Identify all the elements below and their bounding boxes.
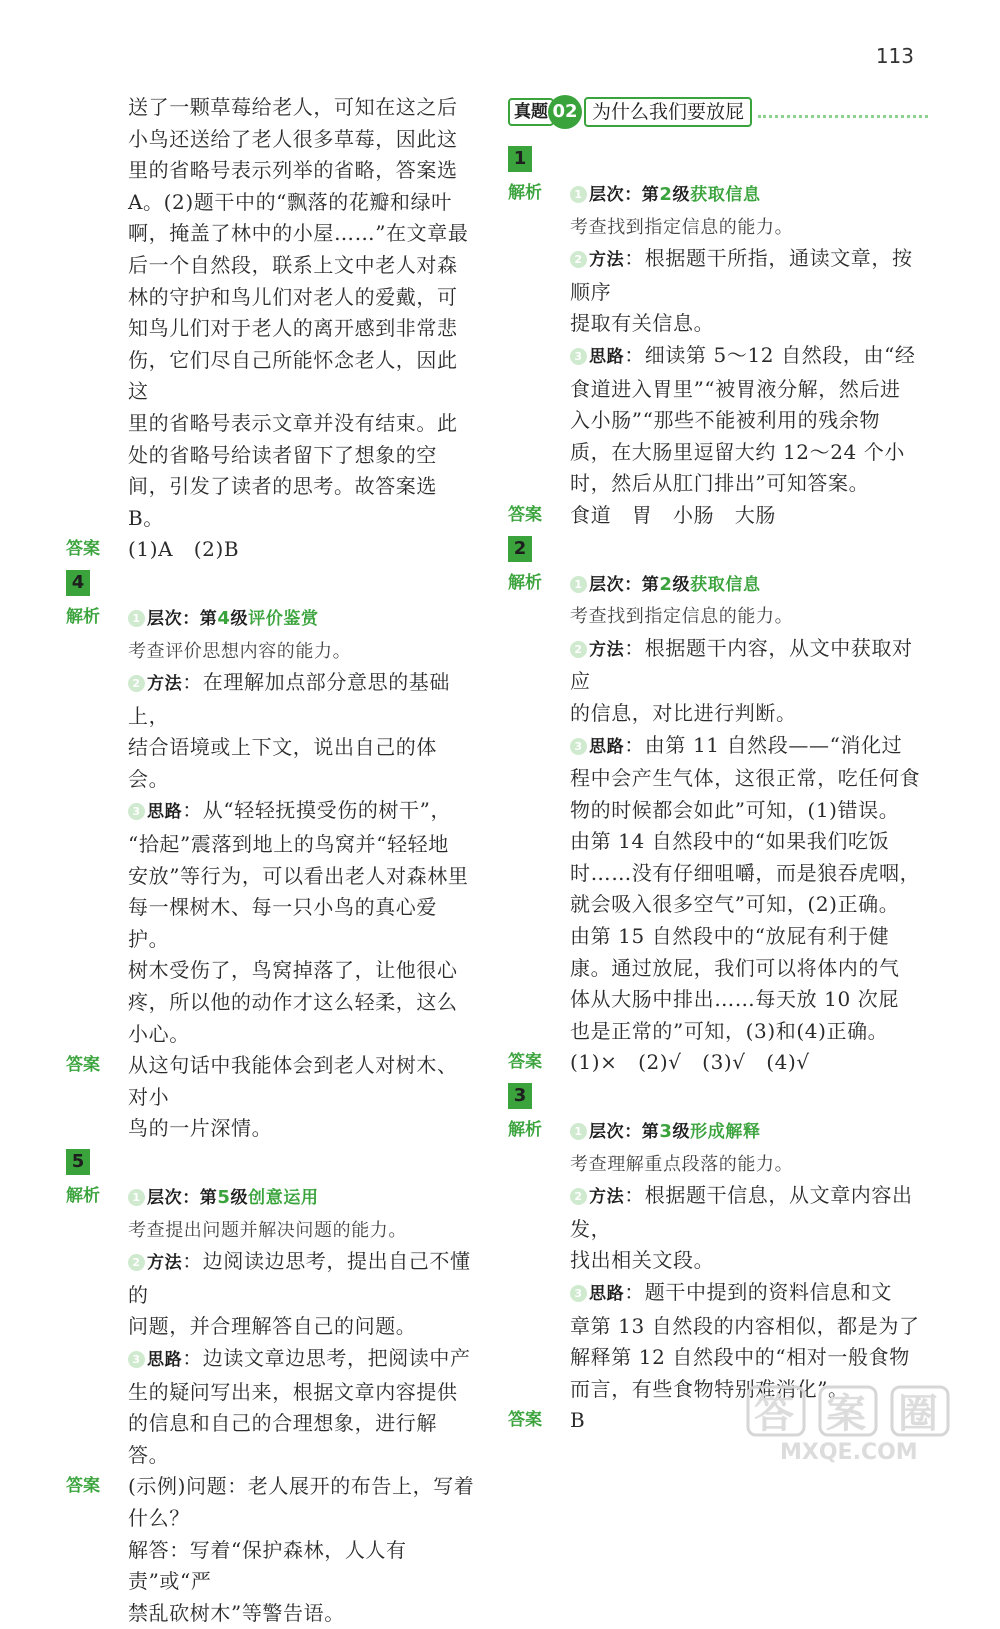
prev-answer bbox=[66, 534, 478, 566]
level-prefix: ：第 bbox=[182, 608, 218, 629]
idea-label: 思路 bbox=[589, 736, 625, 757]
analysis-label: 解析 bbox=[508, 1120, 542, 1141]
idea-text: 就会吸入很多空气”可知，(2)正确。 bbox=[570, 892, 900, 917]
answer-text: 从这句话中我能体会到老人对树木、对小 bbox=[128, 1053, 458, 1109]
answer-text: 食道 胃 小肠 大肠 bbox=[570, 502, 776, 527]
text-line: 里的省略号表示文章并没有结束。此 bbox=[128, 410, 458, 435]
idea-text: ：由第 11 自然段——“消化过 bbox=[624, 732, 903, 757]
idea-text: 章第 13 自然段的内容相似，都是为了 bbox=[570, 1313, 920, 1338]
idea-text: 体从大肠中排出……每天放 10 次屁 bbox=[570, 987, 899, 1012]
idea-text: 康。通过放屁，我们可以将体内的气 bbox=[570, 955, 900, 980]
watermark-glyph-2: 案 bbox=[826, 1391, 866, 1437]
circled-one-icon: 1 bbox=[570, 1123, 587, 1140]
level-suffix: 级 bbox=[230, 608, 249, 629]
idea-text: 疼，所以他的动作才这么轻柔，这么 bbox=[128, 990, 458, 1015]
level-label: 层次 bbox=[147, 1188, 183, 1208]
idea-label: 思路 bbox=[147, 1349, 183, 1370]
answer-label: 答案 bbox=[66, 1476, 100, 1497]
question-number-badge: 1 bbox=[508, 146, 532, 172]
text-line: 间，引发了读者的思考。故答案选 B。 bbox=[128, 474, 437, 530]
level-suffix: 级 bbox=[230, 1188, 249, 1208]
question-5 bbox=[66, 1145, 478, 1629]
level-label: 层次 bbox=[589, 1122, 625, 1143]
question-4 bbox=[66, 566, 478, 1145]
circled-one-icon: 1 bbox=[128, 1189, 145, 1206]
method-text: ：根据题干信息，从文章内容出发， bbox=[570, 1183, 913, 1241]
circled-three-icon: 3 bbox=[128, 1351, 145, 1368]
page-number: 113 bbox=[875, 44, 914, 68]
idea-text: 质，在大肠里逗留大约 12～24 个小 bbox=[570, 439, 906, 464]
text-line: 林的守护和鸟儿们对老人的爱戴，可 bbox=[128, 284, 458, 309]
text-line: A。(2)题干中的“飘落的花瓣和绿叶 bbox=[128, 189, 452, 214]
answer-text: 鸟的一片深情。 bbox=[128, 1116, 273, 1141]
level-skill: 获取信息 bbox=[690, 574, 761, 595]
prev-analysis-continuation bbox=[66, 92, 478, 534]
method-text: ：边阅读边思考，提出自己不懂的 bbox=[128, 1249, 471, 1307]
circled-one-icon: 1 bbox=[570, 576, 587, 593]
level-suffix: 级 bbox=[672, 574, 691, 595]
question-2 bbox=[508, 532, 928, 1080]
idea-text: 时，然后从肛门排出”可知答案。 bbox=[570, 471, 870, 496]
text-line: 里的省略号表示列举的省略，答案选 bbox=[128, 158, 458, 183]
level-desc: 考查理解重点段落的能力。 bbox=[570, 1153, 794, 1175]
circled-two-icon: 2 bbox=[570, 641, 587, 658]
answer-label: 答案 bbox=[66, 1055, 100, 1076]
idea-text: ：细读第 5～12 自然段，由“经 bbox=[624, 342, 916, 367]
idea-label: 思路 bbox=[147, 802, 183, 823]
level-skill: 创意运用 bbox=[248, 1188, 319, 1208]
right-column bbox=[508, 92, 928, 1437]
idea-text: 食道进入胃里”“被胃液分解，然后进 bbox=[570, 376, 901, 401]
answer-label: 答案 bbox=[66, 539, 100, 560]
level-number: 5 bbox=[217, 1187, 231, 1208]
text-line: 小鸟还送给了老人很多草莓，因此这 bbox=[128, 126, 458, 151]
level-desc: 考查找到指定信息的能力。 bbox=[570, 216, 794, 238]
method-text: 结合语境或上下文，说出自己的体会。 bbox=[128, 735, 437, 791]
section-title-bar bbox=[508, 92, 928, 132]
circled-three-icon: 3 bbox=[570, 1285, 587, 1302]
level-prefix: ：第 bbox=[624, 1122, 660, 1143]
level-skill: 形成解释 bbox=[690, 1122, 761, 1143]
idea-text: 生的疑问写出来，根据文章内容提供 bbox=[128, 1379, 458, 1404]
answer-text: 什么？ bbox=[128, 1505, 190, 1530]
idea-text: 也是正常的”可知，(3)和(4)正确。 bbox=[570, 1018, 889, 1043]
idea-text: 时……没有仔细咀嚼，而是狼吞虎咽， bbox=[570, 860, 921, 885]
method-text: 的信息，对比进行判断。 bbox=[570, 700, 797, 725]
analysis-label: 解析 bbox=[508, 183, 542, 203]
method-text: ：根据题干内容，从文中获取对应 bbox=[570, 635, 913, 694]
level-number: 4 bbox=[217, 607, 231, 629]
level-desc: 考查提出问题并解决问题的能力。 bbox=[128, 1219, 407, 1241]
idea-text: 由第 14 自然段中的“如果我们吃饭 bbox=[570, 829, 890, 854]
idea-text: 的信息和自己的合理想象，进行解答。 bbox=[128, 1411, 437, 1467]
method-label: 方法 bbox=[589, 250, 625, 271]
method-label: 方法 bbox=[589, 1187, 625, 1208]
idea-text: 入小肠”“那些不能被利用的残余物 bbox=[570, 408, 881, 433]
circled-two-icon: 2 bbox=[128, 675, 145, 692]
text-line: 处的省略号给读者留下了想象的空 bbox=[128, 442, 437, 467]
circled-two-icon: 2 bbox=[128, 1254, 145, 1271]
text-line: 知鸟儿们对于老人的离开感到非常悲 bbox=[128, 316, 458, 341]
level-prefix: ：第 bbox=[624, 185, 660, 205]
idea-label: 思路 bbox=[589, 1284, 625, 1304]
text-line: 后一个自然段，联系上文中老人对森 bbox=[128, 252, 458, 277]
answer-text: B bbox=[570, 1408, 586, 1433]
circled-two-icon: 2 bbox=[570, 251, 587, 268]
level-desc: 考查找到指定信息的能力。 bbox=[570, 606, 794, 628]
level-number: 3 bbox=[659, 1121, 673, 1143]
circled-two-icon: 2 bbox=[570, 1188, 587, 1205]
section-title-number: 02 bbox=[548, 95, 582, 129]
idea-label: 思路 bbox=[589, 346, 625, 367]
answer-label: 答案 bbox=[508, 504, 542, 525]
question-number-badge: 4 bbox=[66, 570, 90, 596]
level-suffix: 级 bbox=[672, 185, 691, 205]
text-line: 伤，它们尽自己所能怀念老人，因此这 bbox=[128, 347, 458, 404]
method-text: ：在理解加点部分意思的基础上， bbox=[128, 670, 451, 728]
circled-three-icon: 3 bbox=[570, 738, 587, 755]
level-suffix: 级 bbox=[672, 1122, 691, 1143]
level-label: 层次 bbox=[589, 574, 625, 595]
question-number-badge: 2 bbox=[508, 536, 532, 562]
circled-one-icon: 1 bbox=[570, 186, 587, 203]
idea-text: 树木受伤了，鸟窝掉落了，让他很心 bbox=[128, 958, 458, 983]
circled-one-icon: 1 bbox=[128, 610, 145, 627]
analysis-label: 解析 bbox=[66, 1186, 100, 1206]
answer-text: (1)A (2)B bbox=[128, 537, 240, 562]
answer-label: 答案 bbox=[508, 1052, 542, 1073]
answer-text: (1)× (2)√ (3)√ (4)√ bbox=[570, 1050, 810, 1075]
answer-label: 答案 bbox=[508, 1410, 542, 1431]
level-label: 层次 bbox=[589, 185, 625, 205]
idea-text: 物的时候都会如此”可知，(1)错误。 bbox=[570, 797, 900, 822]
method-label: 方法 bbox=[147, 1253, 183, 1274]
method-text: 问题，并合理解答自己的问题。 bbox=[128, 1314, 417, 1339]
idea-text: 程中会产生气体，这很正常，吃任何食 bbox=[570, 766, 921, 791]
answer-text: 禁乱砍树木”等警告语。 bbox=[128, 1600, 345, 1625]
level-prefix: ：第 bbox=[182, 1188, 218, 1208]
idea-text: “拾起”震落到地上的鸟窝并“轻轻地 bbox=[128, 832, 449, 857]
circled-three-icon: 3 bbox=[128, 803, 145, 820]
watermark-site: MXQE.COM bbox=[780, 1440, 918, 1463]
answer-text: (示例)问题：老人展开的布告上，写着 bbox=[128, 1474, 475, 1499]
watermark-logo bbox=[740, 1383, 970, 1463]
level-skill: 获取信息 bbox=[690, 185, 761, 205]
analysis-label: 解析 bbox=[66, 606, 100, 627]
idea-text: ：边读文章边思考，把阅读中产 bbox=[182, 1345, 471, 1370]
method-label: 方法 bbox=[147, 674, 183, 695]
idea-text: 解释第 12 自然段中的“相对一般食物 bbox=[570, 1345, 910, 1370]
analysis-label: 解析 bbox=[508, 572, 542, 593]
method-text: 提取有关信息。 bbox=[570, 311, 715, 336]
idea-text: 小心。 bbox=[128, 1021, 190, 1046]
idea-text: 而言，有些食物特别难消化”。 bbox=[570, 1376, 849, 1401]
idea-text: ：题干中提到的资料信息和文 bbox=[624, 1280, 893, 1304]
question-1 bbox=[508, 142, 928, 532]
level-number: 2 bbox=[659, 573, 673, 595]
method-text: ：根据题干所指，通读文章，按顺序 bbox=[570, 246, 913, 304]
idea-text: 每一棵树木、每一只小鸟的真心爱护。 bbox=[128, 895, 437, 951]
section-title-text: 为什么我们要放屁 bbox=[584, 97, 752, 127]
method-text: 找出相关文段。 bbox=[570, 1248, 715, 1273]
level-skill: 评价鉴赏 bbox=[248, 608, 319, 629]
text-line: 啊，掩盖了林中的小屋……”在文章最 bbox=[128, 221, 469, 246]
level-desc: 考查评价思想内容的能力。 bbox=[128, 640, 352, 662]
circled-three-icon: 3 bbox=[570, 348, 587, 365]
section-title-label: 真题 bbox=[508, 98, 554, 126]
question-number-badge: 5 bbox=[66, 1149, 90, 1175]
watermark-glyph-3: 圈 bbox=[898, 1391, 938, 1437]
level-prefix: ：第 bbox=[624, 574, 660, 595]
idea-text: 安放”等行为，可以看出老人对森林里 bbox=[128, 863, 469, 888]
idea-text: 由第 15 自然段中的“放屁有利于健 bbox=[570, 924, 890, 949]
method-label: 方法 bbox=[589, 639, 625, 660]
answer-text: 解答：写着“保护森林，人人有责”或“严 bbox=[128, 1537, 407, 1594]
left-column bbox=[66, 92, 478, 1629]
level-number: 2 bbox=[659, 184, 673, 205]
text-line: 送了一颗草莓给老人，可知在这之后 bbox=[128, 95, 458, 119]
level-label: 层次 bbox=[147, 608, 183, 629]
watermark-glyph-1: 答 bbox=[754, 1391, 794, 1437]
idea-text: ：从“轻轻抚摸受伤的树干”， bbox=[182, 798, 452, 823]
dotted-rule bbox=[758, 115, 928, 118]
question-number-badge: 3 bbox=[508, 1083, 532, 1109]
